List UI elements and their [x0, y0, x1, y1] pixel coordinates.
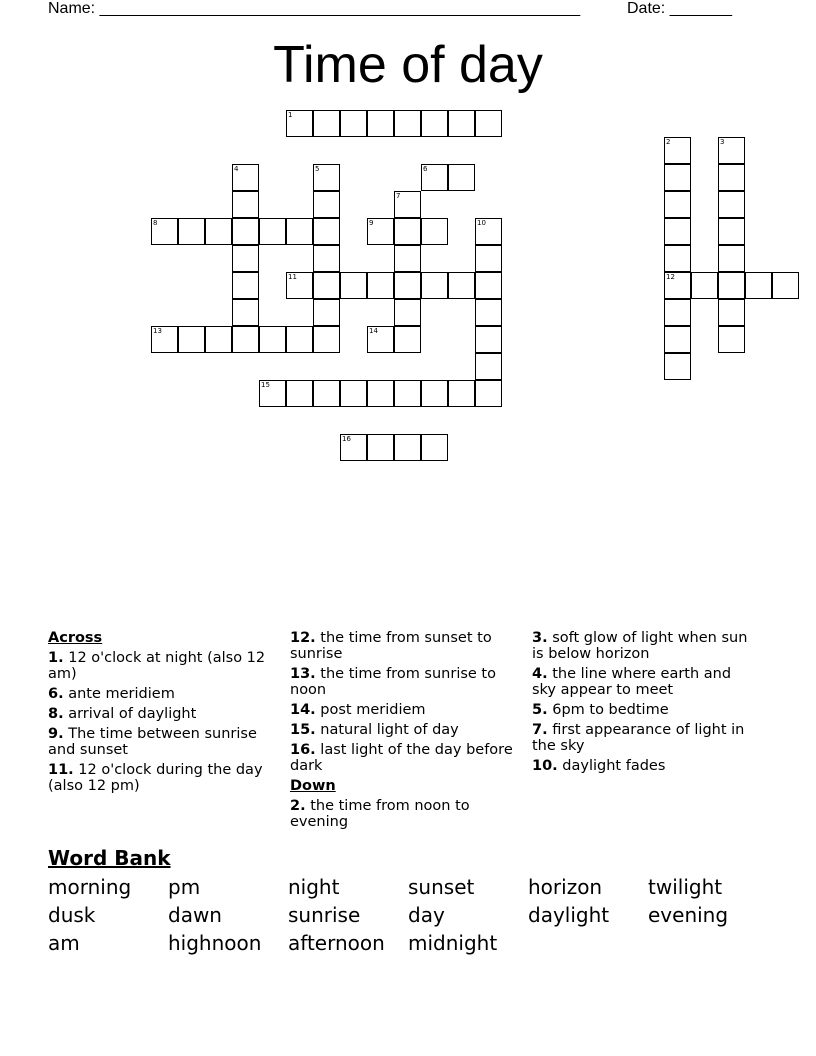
clue-text: first appearance of light in the sky	[532, 722, 745, 754]
clue-item	[290, 798, 516, 830]
crossword-cell[interactable]	[232, 272, 259, 299]
crossword-cell[interactable]	[232, 191, 259, 218]
crossword-cell[interactable]	[313, 191, 340, 218]
clue-item	[48, 686, 274, 702]
crossword-cell[interactable]	[313, 110, 340, 137]
crossword-cell[interactable]	[394, 380, 421, 407]
clue-text: The time between sunrise and sunset	[48, 726, 257, 758]
clue-number-label: 7	[396, 192, 401, 200]
clue-item	[48, 650, 274, 682]
clue-number-label: 5	[315, 165, 320, 173]
word-bank-word: dusk	[48, 903, 96, 927]
clue-text: 12 o'clock during the day (also 12 pm)	[48, 762, 263, 794]
crossword-cell[interactable]	[475, 110, 502, 137]
clue-number-label: 13	[153, 327, 162, 335]
crossword-cell[interactable]	[394, 245, 421, 272]
crossword-cell[interactable]	[664, 245, 691, 272]
clue-item	[290, 702, 516, 718]
clue-text: the line where earth and sky appear to meet	[532, 666, 732, 698]
crossword-cell[interactable]	[340, 380, 367, 407]
crossword-cell[interactable]	[394, 326, 421, 353]
crossword-cell[interactable]	[664, 326, 691, 353]
clue-item	[532, 722, 758, 754]
crossword-cell[interactable]	[313, 218, 340, 245]
crossword-cell[interactable]	[259, 326, 286, 353]
clue-number-label: 3	[720, 138, 725, 146]
clues-column-1	[48, 630, 274, 798]
crossword-cell[interactable]	[664, 299, 691, 326]
clue-item	[532, 702, 758, 718]
crossword-cell[interactable]	[340, 110, 367, 137]
crossword-cell[interactable]	[718, 326, 745, 353]
crossword-cell[interactable]	[448, 110, 475, 137]
crossword-cell[interactable]	[421, 272, 448, 299]
clue-number: 12.	[290, 630, 316, 646]
crossword-cell[interactable]	[286, 218, 313, 245]
clue-number: 5.	[532, 702, 548, 718]
clue-item	[532, 666, 758, 698]
word-bank-word: midnight	[408, 931, 498, 955]
crossword-cell[interactable]	[367, 272, 394, 299]
crossword-cell[interactable]	[664, 164, 691, 191]
clues-column-3	[532, 630, 758, 778]
crossword-cell[interactable]	[664, 353, 691, 380]
crossword-cell[interactable]	[772, 272, 799, 299]
crossword-cell[interactable]	[259, 218, 286, 245]
crossword-cell[interactable]	[448, 380, 475, 407]
clue-number: 15.	[290, 722, 316, 738]
page-title: Time of day	[273, 36, 543, 94]
clue-number: 14.	[290, 702, 316, 718]
clue-number: 8.	[48, 706, 64, 722]
clue-number-label: 11	[288, 273, 297, 281]
clue-item	[532, 630, 758, 662]
crossword-cell[interactable]	[394, 110, 421, 137]
crossword-cell[interactable]	[718, 272, 745, 299]
crossword-cell[interactable]	[367, 110, 394, 137]
crossword-cell[interactable]	[313, 326, 340, 353]
clue-text: the time from sunrise to noon	[290, 666, 496, 698]
clue-number: 11.	[48, 762, 74, 778]
crossword-cell[interactable]	[448, 272, 475, 299]
clue-number-label: 8	[153, 219, 158, 227]
clue-number-label: 6	[423, 165, 428, 173]
crossword-cell[interactable]	[232, 299, 259, 326]
clue-number-label: 2	[666, 138, 671, 146]
clue-text: 12 o'clock at night (also 12 am)	[48, 650, 266, 682]
clues-column-2	[290, 630, 516, 834]
crossword-cell[interactable]	[367, 434, 394, 461]
crossword-cell[interactable]	[448, 164, 475, 191]
crossword-cell[interactable]	[718, 191, 745, 218]
word-bank-word: dawn	[168, 903, 222, 927]
crossword-cell[interactable]	[718, 218, 745, 245]
clue-number-label: 15	[261, 381, 270, 389]
clue-number-label: 1	[288, 111, 293, 119]
word-bank-word: afternoon	[288, 931, 385, 955]
clue-number-label: 14	[369, 327, 378, 335]
crossword-cell[interactable]	[718, 164, 745, 191]
crossword-cell[interactable]	[394, 434, 421, 461]
crossword-cell[interactable]	[205, 218, 232, 245]
word-bank-word: pm	[168, 875, 201, 899]
clue-text: 6pm to bedtime	[547, 702, 669, 718]
across-heading: Across	[48, 630, 103, 646]
clue-item	[290, 666, 516, 698]
crossword-cell[interactable]	[691, 272, 718, 299]
crossword-cell[interactable]	[394, 299, 421, 326]
clue-number-label: 12	[666, 273, 675, 281]
crossword-cell[interactable]	[394, 272, 421, 299]
crossword-cell[interactable]	[475, 272, 502, 299]
clue-number: 16.	[290, 742, 316, 758]
word-bank-word: sunrise	[288, 903, 361, 927]
crossword-cell[interactable]	[718, 299, 745, 326]
clue-number-label: 4	[234, 165, 239, 173]
crossword-cell[interactable]	[394, 218, 421, 245]
crossword-grid	[0, 0, 816, 470]
word-bank-word: highnoon	[168, 931, 262, 955]
clue-item	[48, 706, 274, 722]
word-bank-word: twilight	[648, 875, 723, 899]
word-bank-word: sunset	[408, 875, 475, 899]
crossword-cell[interactable]	[313, 272, 340, 299]
clue-item	[48, 726, 274, 758]
crossword-cell[interactable]	[475, 245, 502, 272]
name-field-label: Name: ______________________________________________________	[48, 0, 581, 17]
crossword-cell[interactable]	[745, 272, 772, 299]
word-bank-word: morning	[48, 875, 132, 899]
clue-item	[48, 762, 274, 794]
clue-number-label: 10	[477, 219, 486, 227]
crossword-cell[interactable]	[475, 353, 502, 380]
clue-text: the time from noon to evening	[290, 798, 470, 830]
crossword-cell[interactable]	[286, 326, 313, 353]
clue-text: last light of the day before dark	[290, 742, 513, 774]
clue-number: 9.	[48, 726, 64, 742]
crossword-cell[interactable]	[664, 191, 691, 218]
crossword-cell[interactable]	[718, 245, 745, 272]
word-bank-word: evening	[648, 903, 729, 927]
clue-number: 2.	[290, 798, 306, 814]
crossword-cell[interactable]	[475, 299, 502, 326]
crossword-cell[interactable]	[232, 326, 259, 353]
crossword-cell[interactable]	[340, 272, 367, 299]
clue-text: soft glow of light when sun is below horizon	[532, 630, 748, 662]
clue-number: 13.	[290, 666, 316, 682]
word-bank-word: am	[48, 931, 80, 955]
crossword-cell[interactable]	[367, 380, 394, 407]
crossword-cell[interactable]	[664, 218, 691, 245]
crossword-cell[interactable]	[232, 245, 259, 272]
clue-number: 1.	[48, 650, 64, 666]
clue-item	[290, 722, 516, 738]
clue-number: 10.	[532, 758, 558, 774]
crossword-cell[interactable]	[178, 218, 205, 245]
crossword-cell[interactable]	[313, 299, 340, 326]
date-field-label: Date: _______	[627, 0, 732, 17]
clue-item	[532, 758, 758, 774]
crossword-cell[interactable]	[286, 380, 313, 407]
down-heading: Down	[290, 778, 336, 794]
clue-number-label: 16	[342, 435, 351, 443]
clue-item	[290, 742, 516, 774]
clue-number: 7.	[532, 722, 548, 738]
crossword-cell[interactable]	[205, 326, 232, 353]
clue-text: ante meridiem	[63, 686, 175, 702]
clue-item	[290, 630, 516, 662]
clue-text: post meridiem	[315, 702, 426, 718]
crossword-cell[interactable]	[421, 110, 448, 137]
crossword-cell[interactable]	[421, 434, 448, 461]
crossword-cell[interactable]	[232, 218, 259, 245]
crossword-cell[interactable]	[178, 326, 205, 353]
crossword-cell[interactable]	[475, 380, 502, 407]
crossword-cell[interactable]	[421, 380, 448, 407]
crossword-cell[interactable]	[421, 218, 448, 245]
word-bank-word: night	[288, 875, 340, 899]
word-bank-word: horizon	[528, 875, 603, 899]
crossword-cell[interactable]	[313, 245, 340, 272]
clue-number: 6.	[48, 686, 64, 702]
clue-text: arrival of daylight	[63, 706, 197, 722]
clue-text: the time from sunset to sunrise	[290, 630, 492, 662]
clue-number-label: 9	[369, 219, 374, 227]
word-bank-word: daylight	[528, 903, 610, 927]
crossword-cell[interactable]	[475, 326, 502, 353]
word-bank-word: day	[408, 903, 445, 927]
clue-text: natural light of day	[315, 722, 459, 738]
clue-number: 4.	[532, 666, 548, 682]
word-bank-title: Word Bank	[48, 846, 171, 870]
clue-text: daylight fades	[557, 758, 666, 774]
crossword-cell[interactable]	[313, 380, 340, 407]
clue-number: 3.	[532, 630, 548, 646]
